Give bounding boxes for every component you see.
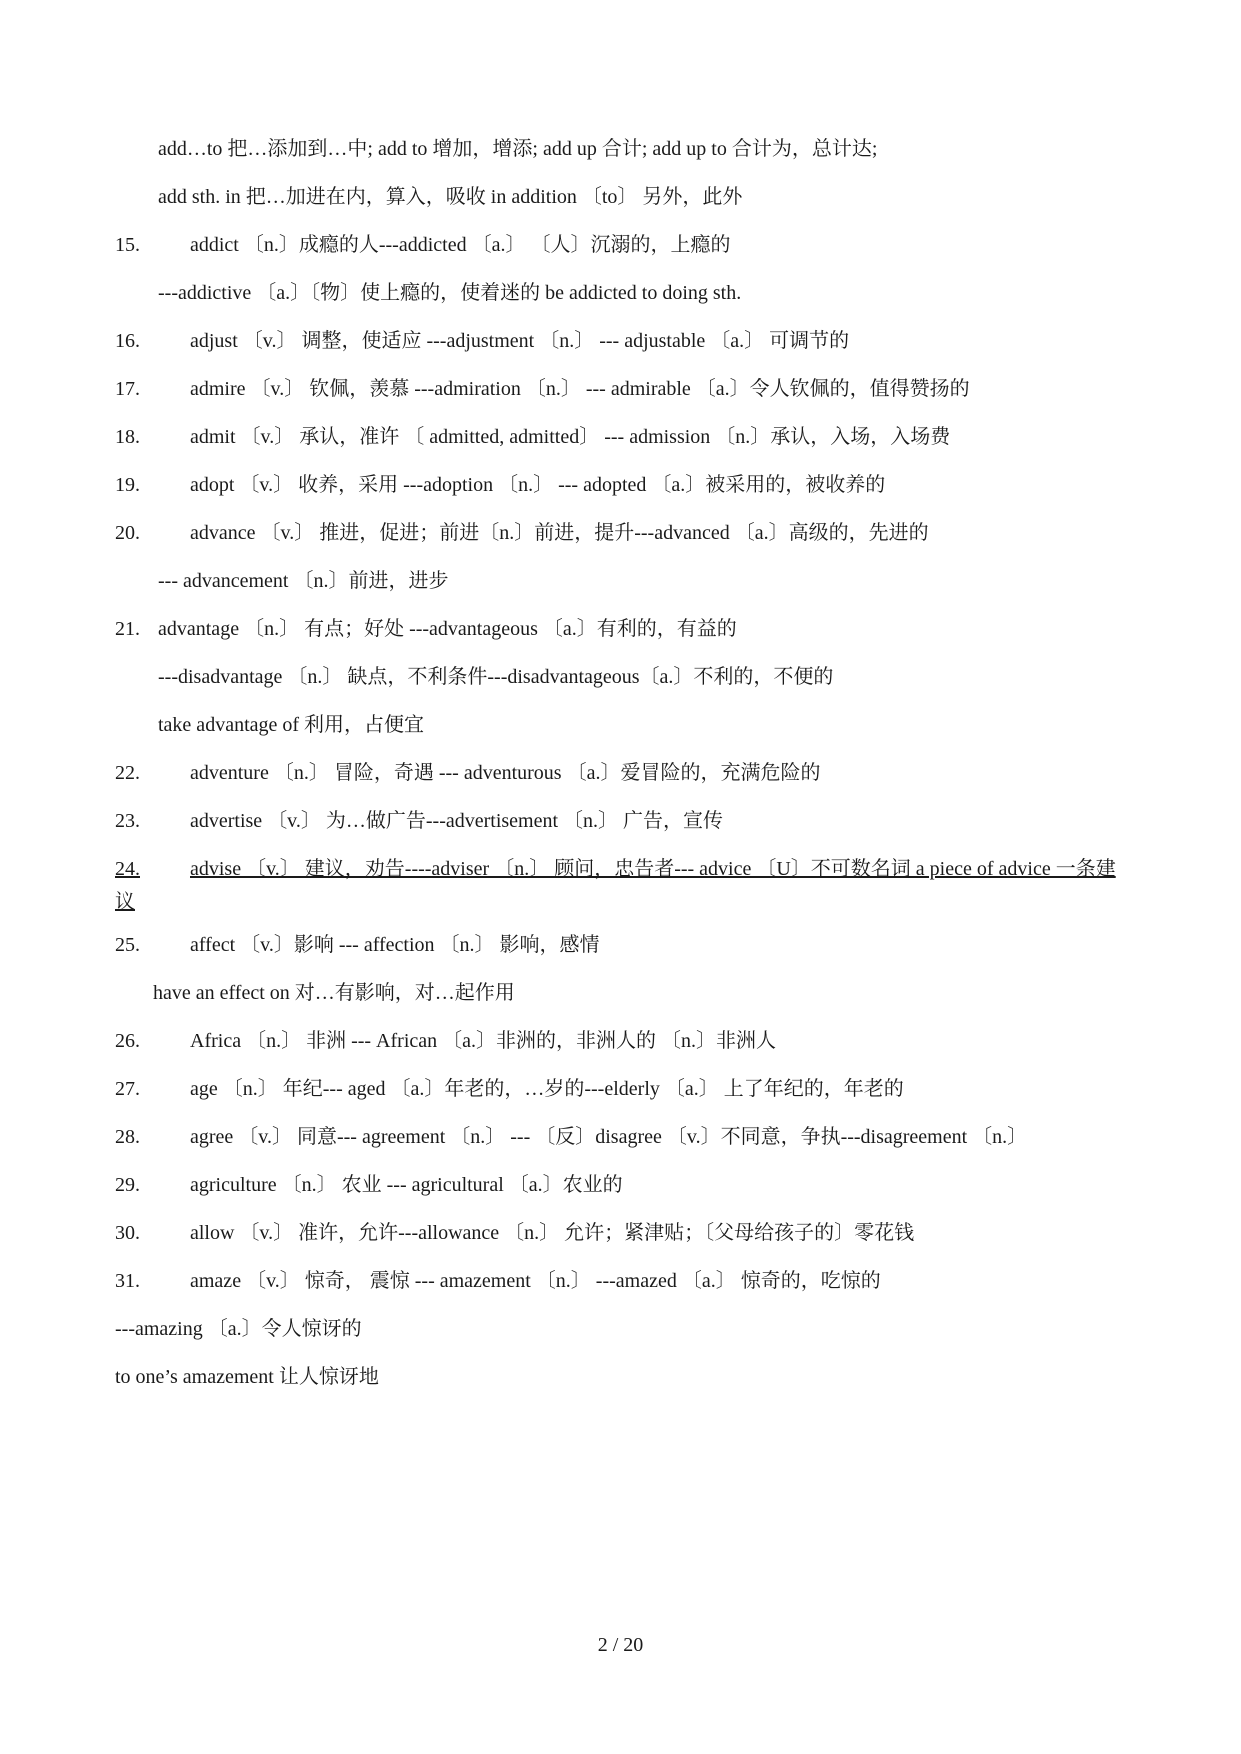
entry-text: advertise 〔v.〕 为…做广告---advertisement 〔n.〕 广告，宣传 bbox=[190, 810, 724, 832]
entry-number: 22. bbox=[115, 762, 140, 784]
entry-text: adjust 〔v.〕 调整，使适应 ---adjustment 〔n.〕 --- adjustable 〔a.〕 可调节的 bbox=[190, 330, 850, 352]
entry-text: Africa 〔n.〕 非洲 --- African 〔a.〕非洲的，非洲人的 〔n.〕非洲人 bbox=[190, 1030, 777, 1052]
entry-text: admire 〔v.〕 钦佩，羡慕 ---admiration 〔n.〕 --- admirable 〔a.〕令人钦佩的，值得赞扬的 bbox=[190, 378, 970, 400]
entry-text: adopt 〔v.〕 收养，采用 ---adoption 〔n.〕 --- adopted 〔a.〕被采用的，被收养的 bbox=[190, 474, 886, 496]
entry-number: 15. bbox=[115, 234, 140, 256]
entry-text: amaze 〔v.〕 惊奇， 震惊 --- amazement 〔n.〕 ---amazed 〔a.〕 惊奇的，吃惊的 bbox=[190, 1270, 881, 1292]
entry-text: advantage 〔n.〕 有点；好处 ---advantageous 〔a.〕有利的，有益的 bbox=[158, 618, 737, 640]
entry-number: 30. bbox=[115, 1222, 140, 1244]
entry-number: 27. bbox=[115, 1078, 140, 1100]
entry-text: allow 〔v.〕 准许，允许---allowance 〔n.〕 允许；紧津贴；〔父母给孩子的〕零花钱 bbox=[190, 1222, 915, 1244]
line-text: to one’s amazement 让人惊讶地 bbox=[115, 1366, 379, 1388]
line-text: have an effect on 对…有影响，对…起作用 bbox=[153, 982, 515, 1004]
line-text: ---addictive 〔a.〕〔物〕使上瘾的，使着迷的 be addicted to doing sth. bbox=[158, 282, 742, 304]
entry-text: affect 〔v.〕影响 --- affection 〔n.〕 影响，感情 bbox=[190, 934, 600, 956]
entry-text: addict 〔n.〕成瘾的人---addicted 〔a.〕 〔人〕沉溺的，上瘾的 bbox=[190, 234, 731, 256]
entry-number: 23. bbox=[115, 810, 140, 832]
line-text: ---disadvantage 〔n.〕 缺点，不利条件---disadvantageous〔a.〕不利的，不便的 bbox=[158, 666, 834, 688]
entry-text: admit 〔v.〕 承认，准许 〔 admitted, admitted〕 --- admission 〔n.〕承认，入场，入场费 bbox=[190, 426, 951, 448]
entry-number: 24. bbox=[115, 858, 140, 880]
entry-text: agriculture 〔n.〕 农业 --- agricultural 〔a.〕农业的 bbox=[190, 1174, 623, 1196]
line-text: add…to 把…添加到…中; add to 增加，增添; add up 合计; add up to 合计为，总计达; bbox=[158, 138, 878, 160]
line-text: add sth. in 把…加进在内，算入，吸收 in addition 〔to〕 另外，此外 bbox=[158, 186, 743, 208]
entry-text: advise 〔v.〕 建议，劝告----adviser 〔n.〕 顾问，忠告者--- advice 〔U〕不可数名词 a piece of advice 一条建议 bbox=[115, 858, 1116, 913]
entry-text: age 〔n.〕 年纪--- aged 〔a.〕年老的，…岁的---elderly 〔a.〕 上了年纪的，年老的 bbox=[190, 1078, 904, 1100]
page-number: 2 / 20 bbox=[597, 1634, 644, 1656]
entry-number: 16. bbox=[115, 330, 140, 352]
entry-number: 18. bbox=[115, 426, 140, 448]
entry-text: agree 〔v.〕 同意--- agreement 〔n.〕 --- 〔反〕disagree 〔v.〕不同意，争执---disagreement 〔n.〕 bbox=[190, 1126, 1028, 1148]
line-text: ---amazing 〔a.〕令人惊讶的 bbox=[115, 1318, 362, 1340]
line-text: take advantage of 利用，占便宜 bbox=[158, 714, 425, 736]
entry-number: 19. bbox=[115, 474, 140, 496]
entry-text: adventure 〔n.〕 冒险，奇遇 --- adventurous 〔a.〕爱冒险的，充满危险的 bbox=[190, 762, 821, 784]
line-text: --- advancement 〔n.〕前进，进步 bbox=[158, 570, 449, 592]
entry-number: 17. bbox=[115, 378, 140, 400]
entry-number: 28. bbox=[115, 1126, 140, 1148]
entry-text: advance 〔v.〕 推进，促进；前进〔n.〕前进，提升---advanced 〔a.〕高级的，先进的 bbox=[190, 522, 929, 544]
entry-number: 31. bbox=[115, 1270, 140, 1292]
entry-number: 29. bbox=[115, 1174, 140, 1196]
entry-number: 25. bbox=[115, 934, 140, 956]
entry-number: 26. bbox=[115, 1030, 140, 1052]
entry-number: 20. bbox=[115, 522, 140, 544]
entry-number: 21. bbox=[115, 618, 140, 640]
